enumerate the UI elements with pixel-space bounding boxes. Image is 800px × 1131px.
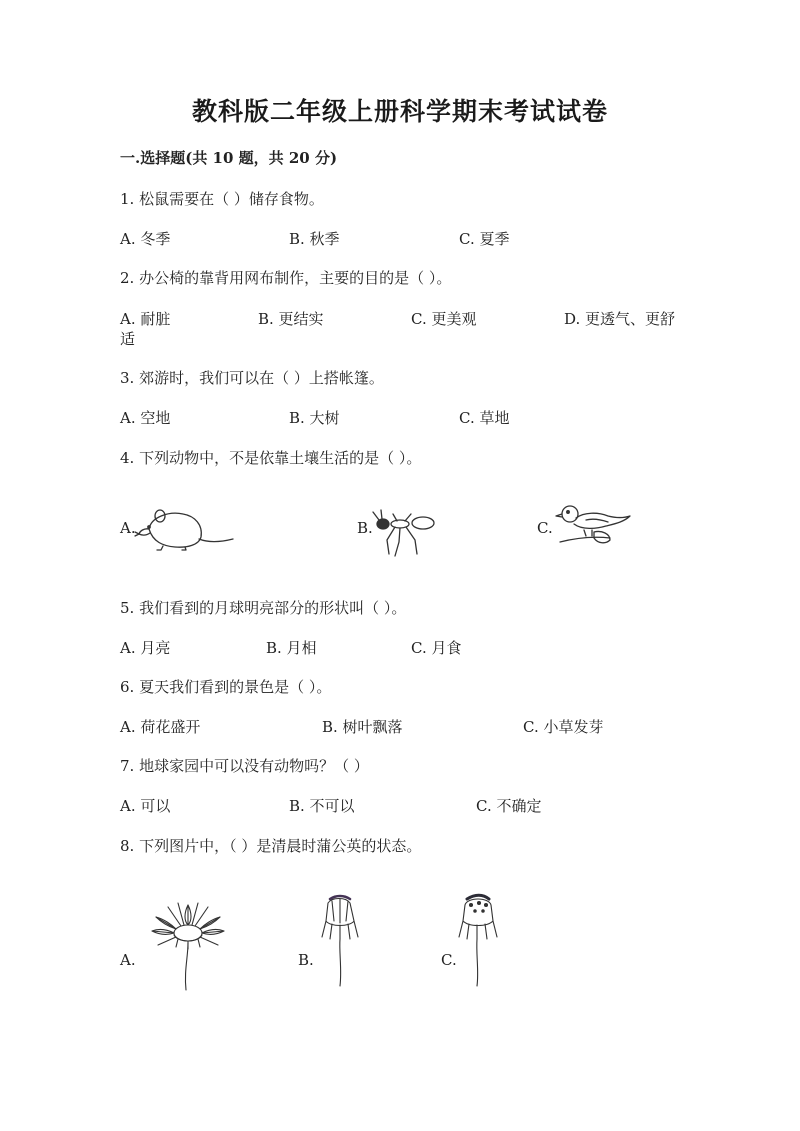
q8-option-c[interactable]: C. xyxy=(441,951,457,969)
q2-option-d-wrap: 适 xyxy=(120,330,136,348)
question-7: 7. 地球家园中可以没有动物吗？（ ） xyxy=(120,757,369,775)
dandelion-bud-icon xyxy=(457,893,499,987)
ant-icon xyxy=(373,510,439,558)
q7-option-a[interactable]: A. 可以 xyxy=(120,797,171,815)
q1-option-a[interactable]: A. 冬季 xyxy=(120,230,171,248)
question-3: 3. 郊游时，我们可以在（ ）上搭帐篷。 xyxy=(120,369,384,387)
question-1: 1. 松鼠需要在（ ）储存食物。 xyxy=(120,190,324,208)
q7-option-b[interactable]: B. 不可以 xyxy=(289,797,355,815)
question-2: 2. 办公椅的靠背用网布制作，主要的目的是（ ）。 xyxy=(120,269,452,287)
q6-option-c[interactable]: C. 小草发芽 xyxy=(523,718,604,736)
q6-option-b[interactable]: B. 树叶飘落 xyxy=(322,718,403,736)
q7-option-c[interactable]: C. 不确定 xyxy=(476,797,542,815)
question-6: 6. 夏天我们看到的景色是（ ）。 xyxy=(120,678,332,696)
q8-option-a[interactable]: A. xyxy=(120,951,136,969)
q2-option-d[interactable]: D. 更透气、更舒 xyxy=(564,310,676,328)
q3-option-c[interactable]: C. 草地 xyxy=(459,409,510,427)
q5-option-b[interactable]: B. 月相 xyxy=(266,639,317,657)
dandelion-open-icon xyxy=(138,895,238,991)
q5-option-a[interactable]: A. 月亮 xyxy=(120,639,171,657)
q3-option-b[interactable]: B. 大树 xyxy=(289,409,340,427)
q2-option-b[interactable]: B. 更结实 xyxy=(258,310,324,328)
q6-option-a[interactable]: A. 荷花盛开 xyxy=(120,718,201,736)
q3-option-a[interactable]: A. 空地 xyxy=(120,409,171,427)
q1-option-c[interactable]: C. 夏季 xyxy=(459,230,510,248)
q5-option-c[interactable]: C. 月食 xyxy=(411,639,462,657)
question-8: 8. 下列图片中，（ ）是清晨时蒲公英的状态。 xyxy=(120,837,422,855)
q2-option-c[interactable]: C. 更美观 xyxy=(411,310,477,328)
question-4: 4. 下列动物中，不是依靠土壤生活的是（ ）。 xyxy=(120,449,422,467)
question-5: 5. 我们看到的月球明亮部分的形状叫（ ）。 xyxy=(120,599,407,617)
page-title: 教科版二年级上册科学期末考试试卷 xyxy=(191,97,608,126)
q4-option-b[interactable]: B. xyxy=(357,519,373,537)
dandelion-closed-icon xyxy=(318,893,362,987)
q1-option-b[interactable]: B. 秋季 xyxy=(289,230,340,248)
q2-option-a[interactable]: A. 耐脏 xyxy=(120,310,171,328)
mouse-icon xyxy=(135,505,235,551)
bird-icon xyxy=(556,502,632,552)
section-heading: 一.选择题(共 10 题，共 20 分) xyxy=(120,149,338,167)
q4-option-c[interactable]: C. xyxy=(537,519,553,537)
q8-option-b[interactable]: B. xyxy=(298,951,314,969)
q4-option-a[interactable]: A. xyxy=(120,519,136,537)
